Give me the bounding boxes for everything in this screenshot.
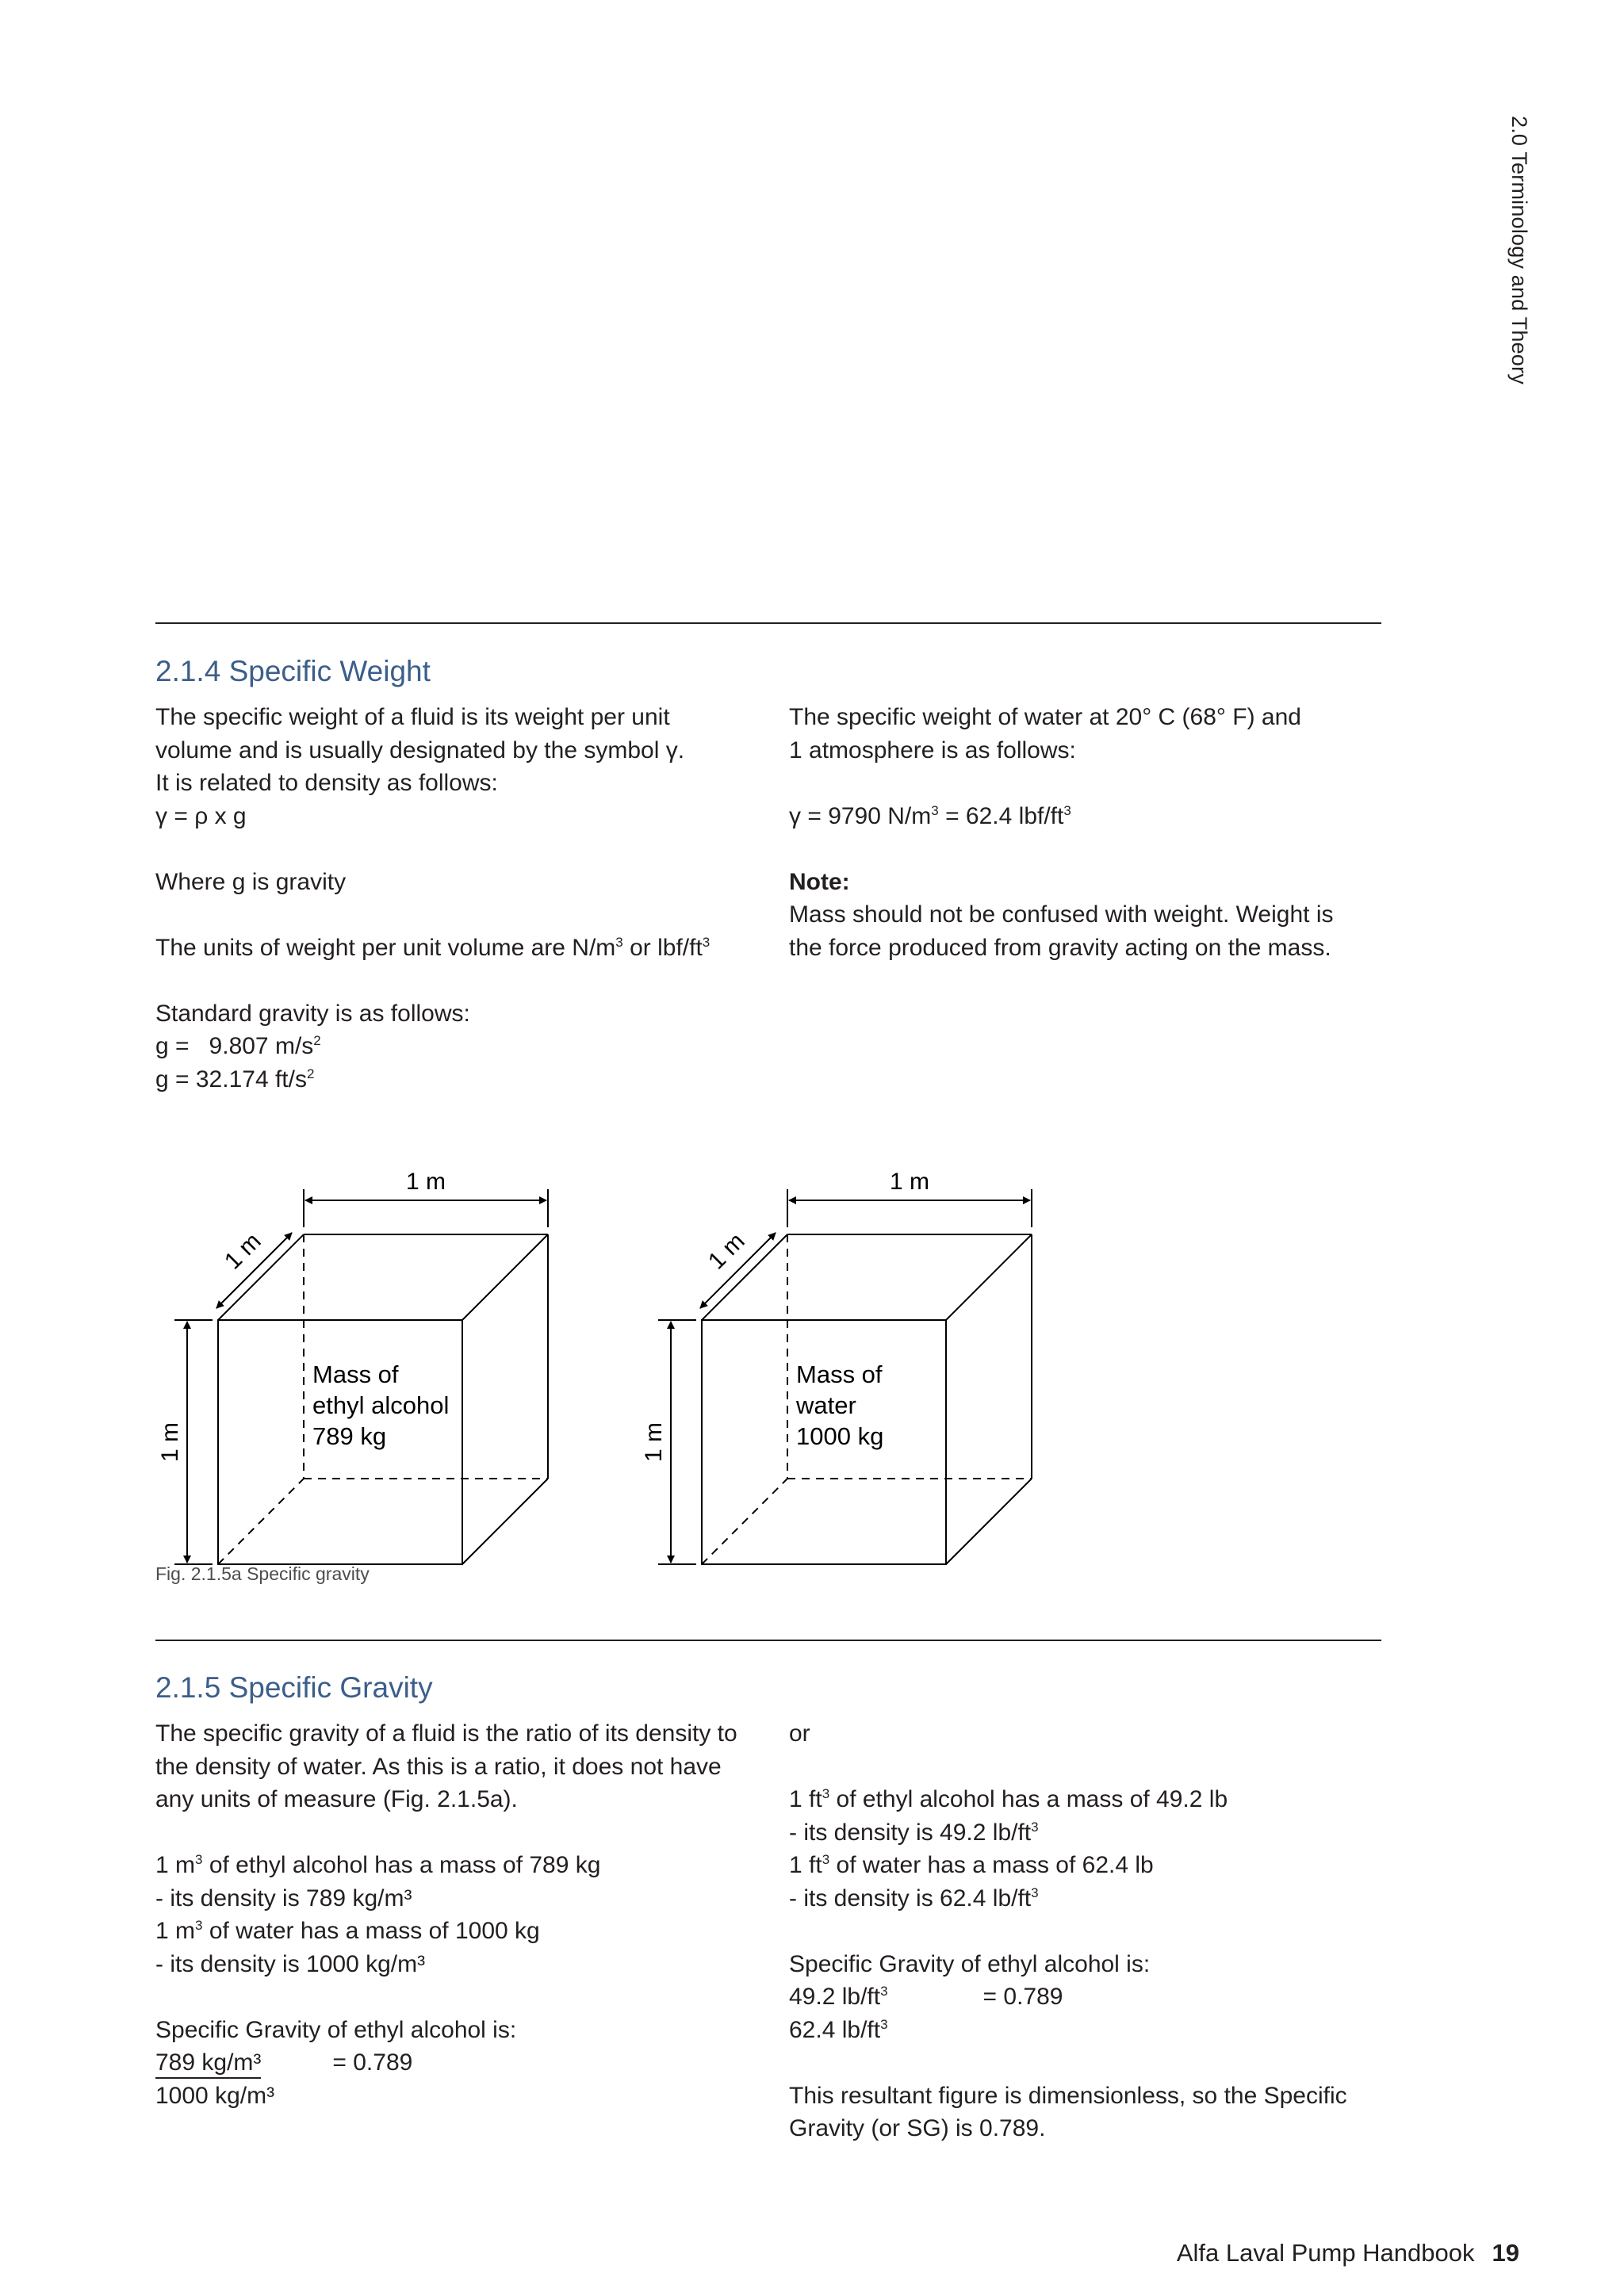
cube-mass-label: Mass of xyxy=(796,1360,883,1388)
body-line: 1 atmosphere is as follows: xyxy=(789,737,1076,763)
body-line: The specific weight of water at 20° C (68° F) and xyxy=(789,704,1301,730)
body-line: the density of water. As this is a ratio, it does not have xyxy=(155,1753,722,1780)
running-header: 2.0 Terminology and Theory xyxy=(1507,116,1531,385)
sg-title-line: Specific Gravity of ethyl alcohol is: xyxy=(155,2016,517,2043)
specific-gravity-left-column xyxy=(155,1717,790,2112)
depth-dimension-label: 1 m xyxy=(703,1227,750,1275)
fraction-result: = 0.789 xyxy=(982,1984,1063,2010)
section-divider-bottom xyxy=(155,1640,1381,1641)
cube-edge xyxy=(946,1479,1032,1564)
fraction-result: = 0.789 xyxy=(332,2049,413,2076)
body-line: Where g is gravity xyxy=(155,868,347,895)
height-dimension-label: 1 m xyxy=(157,1422,183,1463)
cube-mass-label: Mass of xyxy=(312,1360,399,1388)
body-line: It is related to density as follows: xyxy=(155,770,498,796)
note-label: Note: xyxy=(789,868,850,895)
gravity-si-line: g = 9.807 $m/s^2$ xyxy=(155,1033,321,1059)
width-dimension-label: 1 m xyxy=(405,1169,446,1195)
specific-weight-right-column xyxy=(789,701,1392,964)
fraction-numerator: 49.2 $lb/ft^3$ xyxy=(789,1984,888,2010)
page-number: 19 xyxy=(1492,2239,1519,2267)
page-footer xyxy=(1177,2239,1519,2267)
cube-mass-value: 1000 kg xyxy=(796,1422,884,1450)
fraction-numerator: 789 kg/m³ xyxy=(155,2049,261,2079)
blank-line xyxy=(155,964,790,997)
water-mass-line: 1 $m^3$ of water has a mass of 1000 kg xyxy=(155,1918,540,1944)
cube-diagram-ethyl-alcohol xyxy=(151,1158,563,1570)
cube-mass-value: 789 kg xyxy=(312,1422,387,1450)
blank-line xyxy=(155,898,790,932)
note-line: Mass should not be confused with weight. Weight is xyxy=(789,901,1334,928)
specific-gravity-right-column xyxy=(789,1717,1392,2145)
formula-line: γ = ρ x g xyxy=(155,802,247,829)
cube-diagram-water xyxy=(634,1158,1047,1570)
section-divider-top xyxy=(155,622,1381,624)
body-line: The specific gravity of a fluid is the ratio of its density to xyxy=(155,1720,737,1747)
water-density-line: - its density is 1000 kg/m³ xyxy=(155,1950,426,1977)
gravity-imperial-line: g = 32.174 $ft/s^2$ xyxy=(155,1066,315,1093)
alcohol-mass-line: 1 $m^3$ of ethyl alcohol has a mass of 789 kg xyxy=(155,1852,601,1878)
note-line: the force produced from gravity acting on the mass. xyxy=(789,934,1331,961)
cube-mass-label: water xyxy=(796,1391,856,1419)
alcohol-density-line: - its density is 49.2 $lb/ft^3$ xyxy=(789,1819,1039,1846)
cube-hidden-edge xyxy=(702,1479,787,1564)
height-dimension-label: 1 m xyxy=(641,1422,667,1463)
cube-edge xyxy=(462,1479,548,1564)
body-line: Standard gravity is as follows: xyxy=(155,1000,470,1027)
units-line: The units of weight per unit volume are $N/m^3$ or lbf/$ft^3$ xyxy=(155,934,710,961)
conclusion-line: This resultant figure is dimensionless, so the Specific xyxy=(789,2082,1347,2109)
blank-line xyxy=(155,832,790,866)
blank-line xyxy=(155,1816,790,1850)
blank-line xyxy=(789,1751,1392,1784)
footer-title: Alfa Laval Pump Handbook xyxy=(1176,2239,1475,2267)
sg-fraction-line xyxy=(155,2046,790,2080)
specific-weight-left-column xyxy=(155,701,790,1096)
body-line: or xyxy=(789,1720,810,1747)
blank-line xyxy=(789,767,1392,800)
water-mass-line: 1 $ft^3$ of water has a mass of 62.4 lb xyxy=(789,1852,1154,1878)
section-heading-specific-gravity: 2.1.5 Specific Gravity xyxy=(155,1671,433,1704)
figure-caption: Fig. 2.1.5a Specific gravity xyxy=(155,1563,370,1584)
section-heading-specific-weight: 2.1.4 Specific Weight xyxy=(155,655,431,687)
blank-line xyxy=(789,2046,1392,2080)
blank-line xyxy=(789,832,1392,866)
body-line: The specific weight of a fluid is its weight per unit xyxy=(155,704,670,730)
body-line: volume and is usually designated by the symbol γ. xyxy=(155,737,685,763)
water-density-line: - its density is 62.4 $lb/ft^3$ xyxy=(789,1885,1039,1911)
cube-edge xyxy=(462,1234,548,1320)
fraction-denominator: 62.4 $lb/ft^3$ xyxy=(789,2016,888,2043)
blank-line xyxy=(155,1980,790,2014)
depth-dimension-label: 1 m xyxy=(219,1227,266,1275)
sg-fraction-line xyxy=(789,1980,1392,2014)
width-dimension-label: 1 m xyxy=(889,1169,930,1195)
water-specific-weight-formula: γ = 9790 $N/m^3 = 62.4$ lbf/$ft^3$ xyxy=(789,802,1071,829)
cube-hidden-edge xyxy=(218,1479,304,1564)
fraction-denominator: 1000 kg/m³ xyxy=(155,2082,275,2109)
alcohol-mass-line: 1 $ft^3$ of ethyl alcohol has a mass of 49.2 lb xyxy=(789,1786,1228,1812)
cube-mass-label: ethyl alcohol xyxy=(312,1391,450,1419)
cube-edge xyxy=(946,1234,1032,1320)
body-line: any units of measure (Fig. 2.1.5a). xyxy=(155,1786,518,1812)
alcohol-density-line: - its density is 789 kg/m³ xyxy=(155,1885,412,1911)
blank-line xyxy=(789,1915,1392,1948)
sg-title-line: Specific Gravity of ethyl alcohol is: xyxy=(789,1950,1151,1977)
conclusion-line: Gravity (or SG) is 0.789. xyxy=(789,2115,1046,2141)
